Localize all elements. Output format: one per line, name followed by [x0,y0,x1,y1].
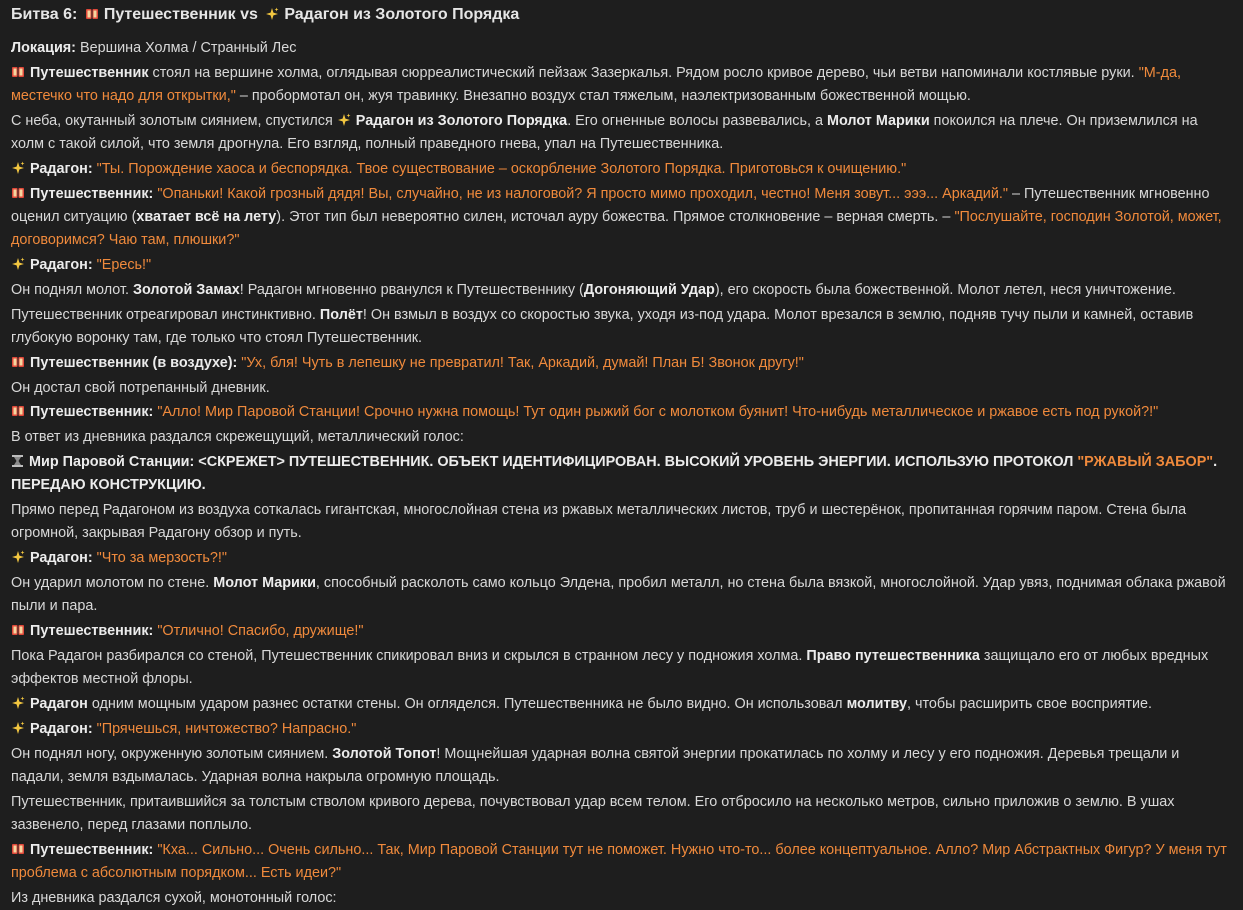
body-text: одним мощным ударом разнес остатки стены. Он огляделся. Путешественника не было видно. Он использовал [87,696,847,713]
story-paragraph [11,279,1231,302]
story-paragraph [11,839,1231,886]
bold-text: Полёт [319,306,363,323]
sparkles-icon [11,696,25,710]
story-paragraph [11,718,1231,741]
quote-text: "Алло! Мир Паровой Станции! Срочно нужна помощь! Тут один рыжий бог с молотком буянит! Что-нибудь металлическое и ржавое есть под рукой?!" [157,404,1159,421]
body-text: . Его огненные волосы развевались, а [567,112,827,129]
red-book-icon [11,623,25,637]
bold-text: Путешественник: [30,623,154,640]
body-text: Он поднял молот. [11,281,133,298]
sparkles-icon [11,721,25,735]
bold-text: Радагон: [30,550,93,567]
red-book-icon [11,65,25,79]
bold-text: Золотой Топот [332,745,437,762]
quote-text: "Отлично! Спасибо, дружище!" [157,623,364,640]
sparkles-icon [11,257,25,271]
sparkles-icon [337,113,351,127]
story-paragraph [11,37,1231,60]
quote-text: "Ты. Порождение хаоса и беспорядка. Твое существование – оскорбление Золотого Порядка. Приготовься к очищению." [96,160,907,177]
story-paragraph [11,110,1231,157]
bold-text: Мир Паровой Станции: <СКРЕЖЕТ> ПУТЕШЕСТВЕННИК. ОБЪЕКТ ИДЕНТИФИЦИРОВАН. ВЫСОКИЙ УРОВЕНЬ ЭНЕРГИИ. ИСПОЛЬЗУЮ ПРОТОКОЛ [29,454,1078,471]
bold-text: Радагон: [30,720,93,737]
quote-text: "Опаньки! Какой грозный дядя! Вы, случайно, не из налоговой? Я просто мимо проходил, честно! Меня зовут... эээ... Аркадий." [157,185,1008,202]
bold-text: молитву [846,696,907,713]
title-prefix: Битва 6: [11,6,78,23]
story-paragraph [11,645,1231,692]
body-text: ! Радагон мгновенно рванулся к Путешественнику ( [239,281,584,298]
body-text: ! Мощнейшая ударная волна святой энергии прокатилась по холму и лесу у его подножия. Деревья трещали и падали, земля вздымалась. Ударная волна накрыла огромную площадь. [11,745,1180,785]
story-paragraph [11,887,1231,910]
quote-text: "Что за мерзость?!" [96,550,227,567]
bold-text: Путешественник: [30,841,154,858]
body-text: ). Этот тип был невероятно силен, источал ауру божества. Прямое столкновение – верная смерть. – [276,209,955,226]
bold-text: Путешественник: [30,185,154,202]
body-text: – Путешественник мгновенно оценил ситуацию ( [11,185,1210,226]
bold-text: Путешественник (в воздухе): [30,354,238,371]
red-book-icon [85,7,99,21]
story-paragraph [11,62,1231,109]
story-paragraph [11,377,1231,400]
quote-text: "Ух, бля! Чуть в лепешку не превратил! Так, Аркадий, думай! План Б! Звонок другу!" [241,354,804,371]
bold-text: Путешественник: [30,404,154,421]
body-text: ), его скорость была божественной. Молот летел, неся уничтожение. [714,281,1176,298]
body-text: , чтобы расширить свое восприятие. [907,696,1153,713]
body-text: Путешественник отреагировал инстинктивно. [11,306,320,323]
quote-text: "Послушайте, господин Золотой, может, договоримся? Чаю там, плюшки?" [11,209,1222,249]
story-paragraph [11,791,1231,838]
body-text: Путешественник, притаившийся за толстым стволом кривого дерева, почувствовал удар всем телом. Его отбросило на несколько метров, сильно приложив о землю. В ушах зазвенело, перед глазами поплыло. [11,793,1175,833]
bold-text: Радагон из Золотого Порядка [355,112,568,129]
sparkles-icon [11,550,25,564]
red-book-icon [11,404,25,418]
body-text: покоился на плече. Он приземлился на холм с такой силой, что земля дрогнула. Его взгляд, полный праведного гнева, упал на Путешественника. [11,112,1198,153]
title-vs: vs [240,6,258,23]
story-paragraph [11,183,1231,253]
body-text: В ответ из дневника раздался скрежещущий, металлический голос: [11,429,464,446]
red-book-icon [11,186,25,200]
story-paragraph [11,426,1231,449]
story-paragraph [11,254,1231,277]
bold-text: Догоняющий Удар [583,281,715,298]
red-book-icon [11,355,25,369]
body-text: Он достал свой потрепанный дневник. [11,379,270,396]
battle-title [11,0,1231,30]
quote-text: "Прячешься, ничтожество? Напрасно." [96,720,357,737]
hourglass-icon [11,454,24,468]
body-text: Пока Радагон разбирался со стеной, Путешественник спикировал вниз и скрылся в странном лесу у подножия холма. [11,647,807,664]
quote-text: "Ересь!" [96,257,152,274]
story-paragraph [11,620,1231,643]
quote-text: "РЖАВЫЙ ЗАБОР" [1077,454,1214,471]
bold-text: Локация: [11,40,76,56]
story-paragraph [11,572,1231,619]
story-paragraph [11,158,1231,181]
story-paragraph [11,352,1231,375]
body-text: Вершина Холма / Странный Лес [75,40,297,56]
body-text: , способный расколоть само кольцо Элдена, пробил металл, но стена была вязкой, многослойной. Удар увяз, поднимая облака ржавой пыли и пара. [11,575,1226,615]
body-text: С неба, окутанный золотым сиянием, спустился [11,112,337,129]
story-body [11,37,1231,910]
story-paragraph [11,304,1231,351]
red-book-icon [11,842,25,856]
quote-text: "Кха... Сильно... Очень сильно... Так, Мир Паровой Станции тут не поможет. Нужно что-то... более концептуальное. Алло? Мир Абстрактных Фигур? У меня тут проблема с абсолютным порядком... Есть идеи?" [11,841,1227,882]
bold-text: Радагон: [30,257,93,274]
title-fighter1: Путешественник [103,6,236,23]
story-paragraph [11,401,1231,424]
bold-text: Радагон [30,696,88,713]
bold-text: Молот Марики [213,575,316,592]
body-text: Из дневника раздался сухой, монотонный голос: [11,889,337,906]
story-paragraph [11,547,1231,570]
bold-text: Золотой Замах [132,281,240,298]
body-text: Прямо перед Радагоном из воздуха соткалась гигантская, многослойная стена из ржавых металлических листов, труб и шестерёнок, пропитанная горячим паром. Стена была огромной, закрывая Радагону обзор и путь. [11,502,1187,542]
bold-text: . ПЕРЕДАЮ КОНСТРУКЦИЮ. [11,454,1218,494]
quote-text: "М-да, местечко что надо для открытки," [11,64,1181,105]
bold-text: Молот Марики [826,112,930,129]
bold-text: Право путешественника [806,647,980,664]
body-text: Он ударил молотом по стене. [11,575,214,592]
sparkles-icon [11,161,25,175]
story-paragraph [11,499,1231,546]
bold-text: Радагон: [30,160,93,177]
bold-text: Путешественник [30,64,149,81]
body-text: Он поднял ногу, окруженную золотым сиянием. [11,745,333,762]
body-text: ! Он взмыл в воздух со скоростью звука, уходя из-под удара. Молот врезался в землю, подняв тучу пыли и камней, оставив глубокую воронку там, где только что стоял Путешественник. [11,306,1194,347]
body-text: защищало его от любых вредных эффектов местной флоры. [11,647,1209,688]
story-paragraph [11,693,1231,716]
body-text: – пробормотал он, жуя травинку. Внезапно воздух стал тяжелым, наэлектризованным божественной мощью. [235,88,971,105]
body-text: стоял на вершине холма, оглядывая сюрреалистический пейзаж Зазеркалья. Рядом росло кривое дерево, чьи ветви напоминали костлявые руки. [148,64,1139,81]
bold-text: хватает всё на лету [136,209,277,226]
title-fighter2: Радагон из Золотого Порядка [284,6,520,23]
story-paragraph [11,743,1231,790]
sparkles-icon [265,7,279,21]
story-paragraph [11,451,1231,498]
